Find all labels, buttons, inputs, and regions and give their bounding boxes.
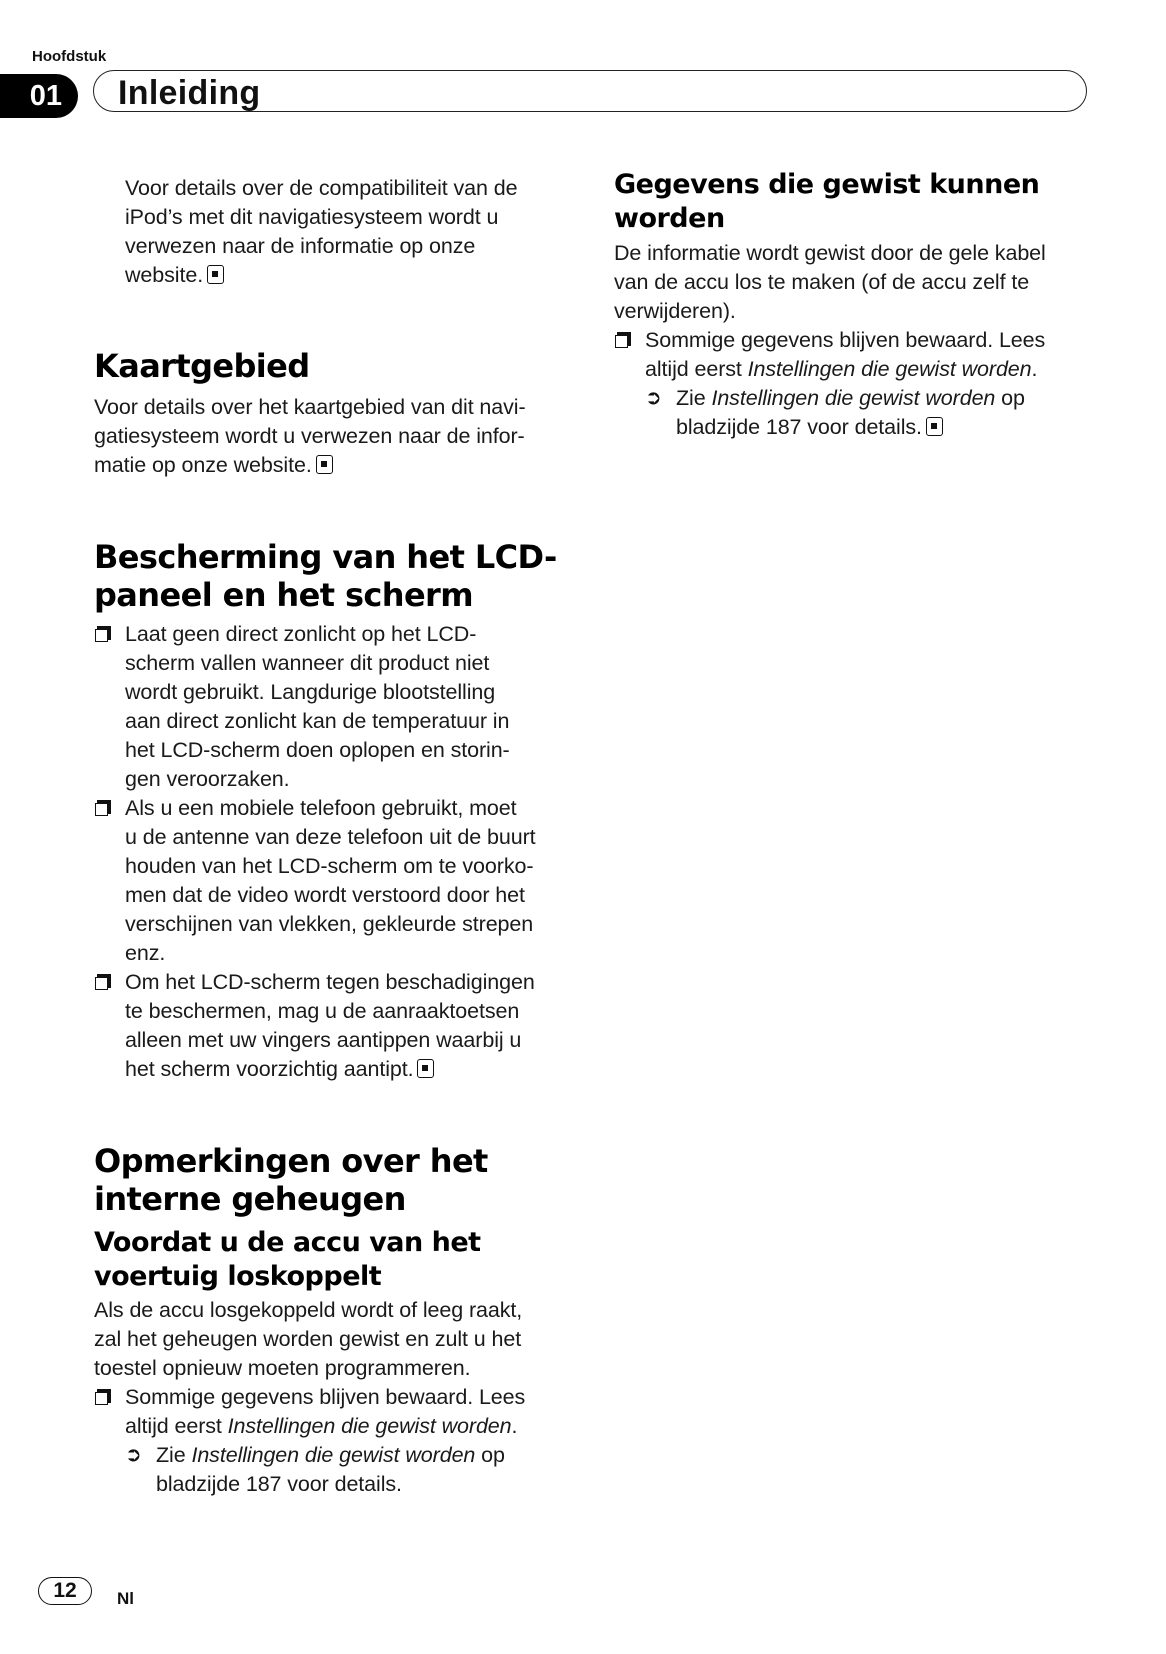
text-line: bladzijde 187 voor details. [156,1472,402,1496]
text-fragment: . [1031,357,1038,381]
arrow-right-icon: ➲ [125,1444,142,1466]
text-line: Sommige gegevens blijven bewaard. Lees [645,328,1046,352]
settings-reference: Instellingen die gewist worden [191,1443,476,1467]
title-line: interne geheugen [94,1180,406,1218]
chapter-label: Hoofdstuk [32,48,107,65]
text-fragment: Zie [156,1443,192,1467]
title-line: voertuig loskoppelt [94,1261,382,1292]
text-line: website. [125,263,204,287]
text-fragment: Zie [676,386,712,410]
settings-reference: Instellingen die gewist worden [711,386,996,410]
settings-reference: Instellingen die gewist worden [227,1414,512,1438]
text-line: u de antenne van deze telefoon uit de buurt [125,825,536,849]
text-line: toestel opnieuw moeten programmeren. [94,1356,471,1380]
text-line: scherm vallen wanneer dit product niet [125,651,490,675]
checkbox-bullet-icon [95,803,108,816]
text-line: verwijderen). [614,299,736,323]
section-title-bescherming [94,538,574,614]
end-of-section-icon [316,455,333,474]
text-line: enz. [125,941,166,965]
chapter-number-badge: 01 [0,74,78,118]
arrow-right-icon: ➲ [645,387,662,409]
text-line: iPod’s met dit navigatiesysteem wordt u [125,205,499,229]
section-title-kaartgebied: Kaartgebied [94,347,310,385]
chapter-title: Inleiding [118,74,261,112]
settings-reference: Instellingen die gewist worden [747,357,1032,381]
left-column [94,174,574,1499]
text-fragment: . [511,1414,518,1438]
text-line: van de accu los te maken (of de accu zelf te [614,270,1030,294]
text-line: wordt gebruikt. Langdurige blootstelling [125,680,496,704]
cross-reference [125,1441,574,1499]
text-line: houden van het LCD-scherm om te voorko- [125,854,534,878]
title-line: Gegevens die gewist kunnen [614,169,1040,200]
end-of-section-icon [926,417,943,436]
text-line: Voor details over de compatibiliteit van de [125,176,518,200]
section-title-gegevens [614,168,1084,236]
page-number-badge: 12 [38,1577,92,1605]
text-line: bladzijde 187 voor details. [676,415,922,439]
right-column [614,169,1084,442]
text-line: Als u een mobiele telefoon gebruikt, moet [125,796,517,820]
bullet-item [94,1383,574,1499]
end-of-section-icon [207,265,224,284]
ipod-compat-paragraph [94,174,574,290]
text-line: men dat de video wordt verstoord door het [125,883,525,907]
text-line: aan direct zonlicht kan de temperatuur in [125,709,510,733]
bescherming-bullet-list [94,620,574,1084]
text-line: zal het geheugen worden gewist en zult u het [94,1327,522,1351]
text-line: verwezen naar de informatie op onze [125,234,476,258]
text-line: het LCD-scherm doen oplopen en storin- [125,738,510,762]
bullet-item [614,326,1084,442]
title-line: paneel en het scherm [94,576,473,614]
title-line: Bescherming van het LCD- [94,538,557,576]
text-line: Laat geen direct zonlicht op het LCD- [125,622,477,646]
checkbox-bullet-icon [95,1392,108,1405]
cross-reference [645,384,1084,442]
text-line: Als de accu losgekoppeld wordt of leeg raakt, [94,1298,523,1322]
text-fragment: altijd eerst [125,1414,228,1438]
title-line: Voordat u de accu van het [94,1227,481,1258]
text-line: te beschermen, mag u de aanraaktoetsen [125,999,520,1023]
title-line: worden [614,203,725,234]
checkbox-bullet-icon [615,335,628,348]
text-line: De informatie wordt gewist door de gele kabel [614,241,1046,265]
text-line: het scherm voorzichtig aantipt. [125,1057,414,1081]
text-line: gen veroorzaken. [125,767,290,791]
bullet-item [94,620,574,794]
subsection-title-accu [94,1226,574,1294]
text-line: verschijnen van vlekken, gekleurde strepen [125,912,534,936]
title-line: Opmerkingen over het [94,1142,488,1180]
section-title-geheugen [94,1142,574,1218]
language-code: Nl [117,1589,134,1608]
text-fragment: altijd eerst [645,357,748,381]
checkbox-bullet-icon [95,629,108,642]
text-line: matie op onze website. [94,453,312,477]
text-line: Om het LCD-scherm tegen beschadigingen [125,970,535,994]
kaartgebied-paragraph [94,393,574,480]
gegevens-paragraph [614,239,1084,326]
end-of-section-icon [417,1059,434,1078]
text-line: Sommige gegevens blijven bewaard. Lees [125,1385,526,1409]
text-line: Voor details over het kaartgebied van dit navi- [94,395,526,419]
text-line: alleen met uw vingers aantippen waarbij u [125,1028,522,1052]
text-fragment: op [475,1443,505,1467]
text-fragment: op [995,386,1025,410]
bullet-item [94,968,574,1084]
checkbox-bullet-icon [95,977,108,990]
geheugen-paragraph [94,1296,574,1383]
text-line: gatiesysteem wordt u verwezen naar de infor- [94,424,525,448]
bullet-item [94,794,574,968]
